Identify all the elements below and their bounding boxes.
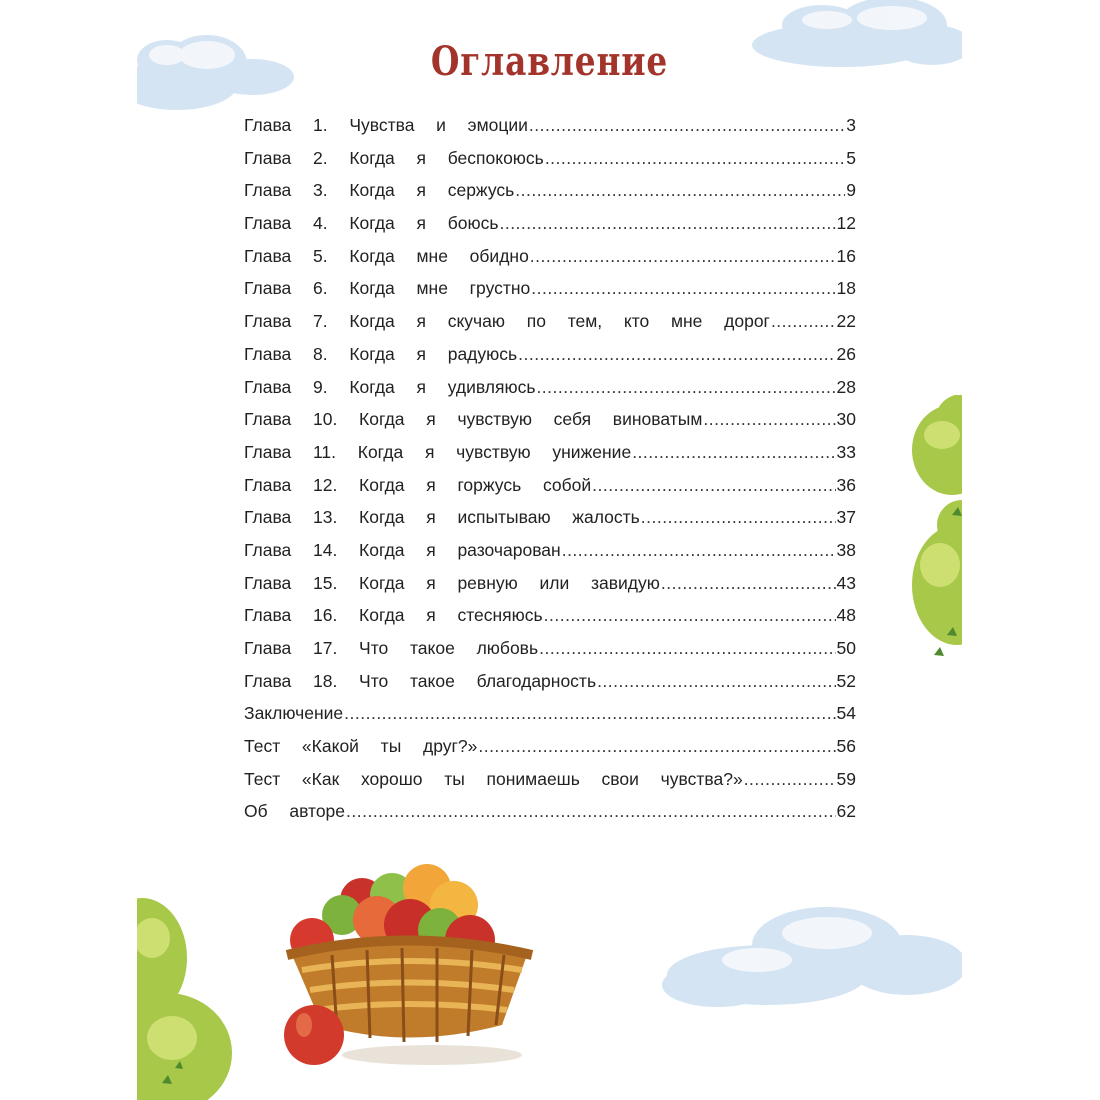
toc-entry-title: Глава 5. Когда мне обидно bbox=[244, 245, 529, 266]
toc-leader-dots bbox=[539, 638, 835, 659]
toc-entry bbox=[244, 409, 856, 442]
book-page bbox=[137, 0, 962, 1100]
toc-leader-dots bbox=[518, 344, 835, 365]
toc-entry-title: Заключение bbox=[244, 703, 344, 724]
toc-entry-title: Глава 2. Когда я беспокоюсь bbox=[244, 147, 544, 168]
toc-page-number: 28 bbox=[836, 376, 856, 397]
toc-entry bbox=[244, 736, 856, 769]
toc-entry bbox=[244, 475, 856, 508]
toc-page-number: 56 bbox=[836, 736, 856, 757]
toc-entry bbox=[244, 638, 856, 671]
toc-entry-title: Глава 3. Когда я сержусь bbox=[244, 180, 515, 201]
toc-page-number: 26 bbox=[836, 343, 856, 364]
toc-entry bbox=[244, 507, 856, 540]
toc-page-number: 33 bbox=[836, 441, 856, 462]
toc-leader-dots bbox=[544, 605, 836, 626]
toc-leader-dots bbox=[545, 148, 845, 169]
toc-leader-dots bbox=[771, 311, 836, 332]
toc-page-number: 36 bbox=[836, 474, 856, 495]
toc-page-number: 3 bbox=[846, 115, 856, 135]
toc-entry-title: Глава 13. Когда я испытываю жалость bbox=[244, 507, 640, 528]
toc-entry bbox=[244, 246, 856, 279]
toc-leader-dots bbox=[744, 769, 836, 790]
toc-entry bbox=[244, 213, 856, 246]
toc-page-number: 52 bbox=[836, 670, 856, 691]
toc-entry bbox=[244, 377, 856, 410]
toc-page-number: 37 bbox=[836, 507, 856, 528]
toc-page-number: 59 bbox=[836, 768, 856, 789]
toc-entry-title: Глава 4. Когда я боюсь bbox=[244, 213, 499, 234]
table-of-contents bbox=[244, 115, 856, 834]
toc-leader-dots bbox=[632, 442, 835, 463]
toc-page-number: 12 bbox=[836, 213, 856, 234]
toc-entry bbox=[244, 703, 856, 736]
toc-entry-title: Глава 12. Когда я горжусь собой bbox=[244, 474, 592, 495]
toc-leader-dots bbox=[703, 409, 835, 430]
cloud-bottom-right bbox=[657, 895, 962, 1025]
toc-entry-title: Глава 15. Когда я ревную или завидую bbox=[244, 572, 660, 593]
toc-page-number: 5 bbox=[846, 147, 856, 168]
toc-entry bbox=[244, 801, 856, 834]
toc-page-number: 48 bbox=[836, 605, 856, 626]
toc-entry-title: Глава 6. Когда мне грустно bbox=[244, 278, 531, 299]
toc-entry bbox=[244, 442, 856, 475]
toc-entry bbox=[244, 671, 856, 704]
toc-leader-dots bbox=[592, 475, 835, 496]
toc-entry bbox=[244, 344, 856, 377]
toc-entry bbox=[244, 573, 856, 606]
toc-leader-dots bbox=[531, 278, 835, 299]
toc-leader-dots bbox=[536, 377, 835, 398]
toc-leader-dots bbox=[529, 115, 845, 136]
toc-leader-dots bbox=[641, 507, 836, 528]
toc-entry-title: Тест «Какой ты друг?» bbox=[244, 736, 478, 757]
toc-leader-dots bbox=[530, 246, 836, 267]
toc-entry-title: Тест «Как хорошо ты понимаешь свои чувства?» bbox=[244, 768, 743, 789]
toc-leader-dots bbox=[661, 573, 836, 594]
toc-entry bbox=[244, 278, 856, 311]
toc-leader-dots bbox=[597, 671, 835, 692]
bush-right bbox=[912, 395, 962, 670]
toc-entry bbox=[244, 540, 856, 573]
apple-basket-illustration bbox=[282, 860, 537, 1075]
toc-entry bbox=[244, 115, 856, 148]
toc-entry-title: Глава 14. Когда я разочарован bbox=[244, 539, 561, 560]
toc-leader-dots bbox=[515, 180, 845, 201]
bush-bottom-left bbox=[137, 898, 237, 1100]
toc-page-number: 16 bbox=[836, 245, 856, 266]
toc-leader-dots bbox=[346, 801, 836, 822]
toc-entry bbox=[244, 605, 856, 638]
toc-entry-title: Глава 11. Когда я чувствую унижение bbox=[244, 441, 632, 462]
toc-page-number: 50 bbox=[836, 638, 856, 658]
toc-page-number: 54 bbox=[836, 703, 856, 724]
toc-page-number: 30 bbox=[836, 409, 856, 430]
toc-leader-dots bbox=[562, 540, 836, 561]
toc-leader-dots bbox=[344, 703, 835, 724]
toc-entry bbox=[244, 769, 856, 802]
toc-leader-dots bbox=[478, 736, 835, 757]
toc-entry-title: Об авторе bbox=[244, 801, 346, 822]
toc-page-number: 18 bbox=[836, 278, 856, 299]
toc-leader-dots bbox=[499, 213, 835, 234]
toc-entry bbox=[244, 180, 856, 213]
toc-entry-title: Глава 7. Когда я скучаю по тем, кто мне дорог bbox=[244, 311, 770, 332]
toc-page-number: 43 bbox=[836, 572, 856, 593]
toc-entry-title: Глава 18. Что такое благодарность bbox=[244, 670, 597, 691]
toc-entry-title: Глава 10. Когда я чувствую себя виноватым bbox=[244, 409, 703, 430]
toc-page-number: 62 bbox=[836, 801, 856, 822]
toc-page-number: 9 bbox=[846, 180, 856, 201]
toc-entry bbox=[244, 311, 856, 344]
toc-entry-title: Глава 8. Когда я радуюсь bbox=[244, 343, 518, 364]
toc-entry bbox=[244, 148, 856, 181]
toc-page-number: 22 bbox=[836, 311, 856, 332]
toc-entry-title: Глава 9. Когда я удивляюсь bbox=[244, 376, 536, 397]
page-title: Оглавление bbox=[430, 38, 669, 85]
toc-entry-title: Глава 16. Когда я стесняюсь bbox=[244, 605, 543, 626]
toc-page-number: 38 bbox=[836, 539, 856, 560]
toc-entry-title: Глава 1. Чувства и эмоции bbox=[244, 115, 528, 135]
toc-entry-title: Глава 17. Что такое любовь bbox=[244, 638, 539, 658]
